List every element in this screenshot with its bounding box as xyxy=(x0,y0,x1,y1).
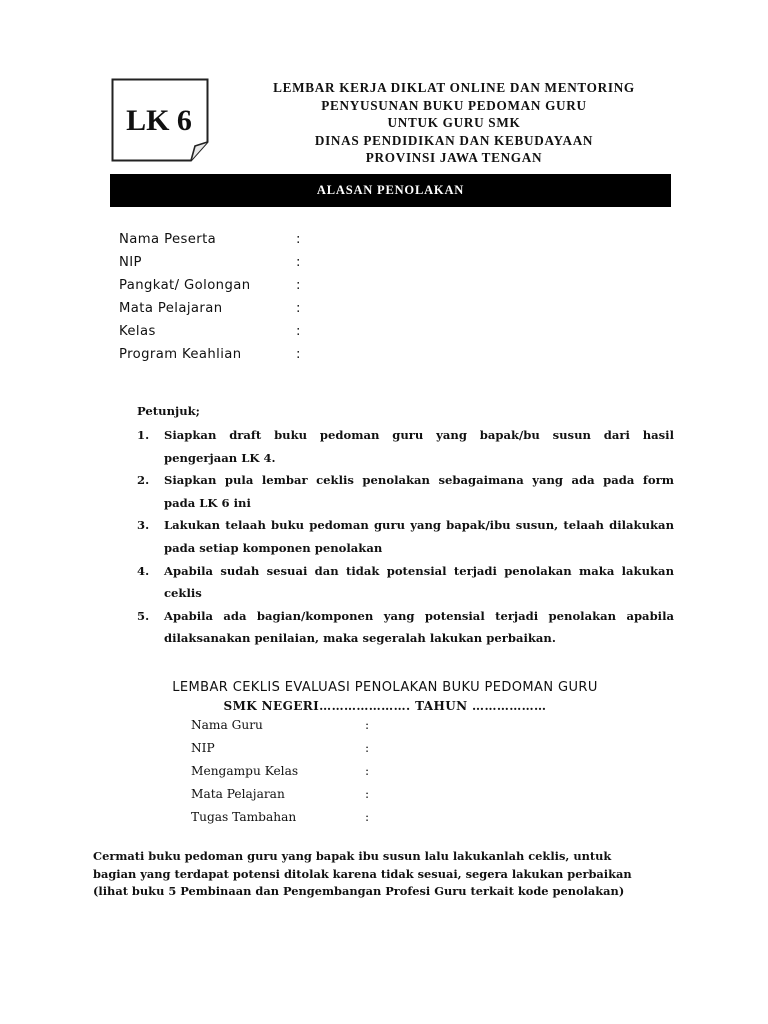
closing-note xyxy=(93,848,653,901)
checklist-title xyxy=(90,679,680,715)
item-line: Siapkan pula lembar ceklis penolakan sebagaimana yang ada pada form xyxy=(164,473,674,488)
item-number: 5. xyxy=(137,608,150,623)
lk-badge xyxy=(111,78,209,162)
field-row xyxy=(191,764,391,787)
header-line: PROVINSI JAWA TENGAN xyxy=(365,150,543,165)
item-number: 3. xyxy=(137,518,150,533)
instructions-list xyxy=(137,424,674,650)
field-label: Program Keahlian xyxy=(119,347,242,362)
field-label: NIP xyxy=(119,255,142,270)
item-line: pada LK 6 ini xyxy=(164,495,251,510)
item-line: Lakukan telaah buku pedoman guru yang bapak/ibu susun, telaah dilakukan xyxy=(164,518,674,533)
header-line: DINAS PENDIDIKAN DAN KEBUDAYAAN xyxy=(314,132,594,148)
note-line: (lihat buku 5 Pembinaan dan Pengembangan Profesi Guru terkait kode penolakan) xyxy=(93,884,625,898)
field-row xyxy=(191,787,391,810)
item-line: pada setiap komponen penolakan xyxy=(164,540,383,555)
section-banner xyxy=(110,174,671,207)
header-line: UNTUK GURU SMK xyxy=(387,115,521,130)
item-number: 1. xyxy=(137,428,150,442)
field-row xyxy=(191,810,391,833)
item-line: ceklis xyxy=(164,586,202,601)
field-row xyxy=(119,301,419,324)
field-label: Nama Peserta xyxy=(119,232,217,247)
field-colon: : xyxy=(296,232,301,247)
field-label: Pangkat/ Golongan xyxy=(119,278,251,293)
field-colon: : xyxy=(296,324,301,339)
field-row xyxy=(119,347,419,370)
field-label: Kelas xyxy=(119,324,156,339)
instruction-item xyxy=(137,514,674,559)
field-label: Nama Guru xyxy=(191,718,263,732)
field-colon: : xyxy=(296,255,301,270)
field-row xyxy=(119,324,419,347)
instruction-item xyxy=(137,469,674,514)
note-line: bagian yang terdapat potensi ditolak karena tidak sesuai, segera lakukan perbaikan xyxy=(93,866,632,881)
item-line: dilaksanakan penilaian, maka segeralah lakukan perbaikan. xyxy=(164,631,556,646)
instruction-item xyxy=(137,560,674,605)
field-colon: : xyxy=(365,718,370,732)
field-row xyxy=(119,232,419,255)
field-colon: : xyxy=(365,810,370,824)
field-colon: : xyxy=(365,787,370,801)
item-number: 4. xyxy=(137,563,150,578)
field-label: Mata Pelajaran xyxy=(119,301,223,316)
banner-title: ALASAN PENOLAKAN xyxy=(316,183,465,197)
field-colon: : xyxy=(296,278,301,293)
field-colon: : xyxy=(365,764,370,778)
field-colon: : xyxy=(365,741,370,755)
instructions-title: Petunjuk; xyxy=(137,404,200,418)
field-label: Mata Pelajaran xyxy=(191,787,285,801)
checklist-title-line: LEMBAR CEKLIS EVALUASI PENOLAKAN BUKU PEDOMAN GURU xyxy=(172,680,598,695)
lk-label: LK 6 xyxy=(126,104,192,137)
item-line: pengerjaan LK 4. xyxy=(164,450,276,465)
field-label: Tugas Tambahan xyxy=(191,810,297,824)
participant-fields xyxy=(119,232,419,370)
item-line: Apabila sudah sesuai dan tidak potensial terjadi penolakan maka lakukan xyxy=(164,563,674,578)
field-row xyxy=(119,255,419,278)
note-line: Cermati buku pedoman guru yang bapak ibu susun lalu lakukanlah ceklis, untuk xyxy=(93,849,612,863)
instruction-item xyxy=(137,605,674,650)
document-header xyxy=(230,79,678,167)
field-row xyxy=(191,718,391,741)
item-line: Apabila ada bagian/komponen yang potensial terjadi penolakan apabila xyxy=(164,608,674,623)
header-line: PENYUSUNAN BUKU PEDOMAN GURU xyxy=(321,97,587,113)
field-colon: : xyxy=(296,347,301,362)
field-label: Mengampu Kelas xyxy=(191,764,299,778)
header-line: LEMBAR KERJA DIKLAT ONLINE DAN MENTORING xyxy=(273,80,635,95)
item-number: 2. xyxy=(137,473,150,488)
checklist-title-line: SMK NEGERI…………………. TAHUN ……………… xyxy=(223,699,547,713)
instruction-item xyxy=(137,424,674,469)
item-line: Siapkan draft buku pedoman guru yang bapak/bu susun dari hasil xyxy=(164,428,674,442)
field-colon: : xyxy=(296,301,301,316)
field-label: NIP xyxy=(191,741,215,755)
checklist-fields xyxy=(191,718,391,833)
field-row xyxy=(119,278,419,301)
field-row xyxy=(191,741,391,764)
instructions xyxy=(137,404,674,650)
